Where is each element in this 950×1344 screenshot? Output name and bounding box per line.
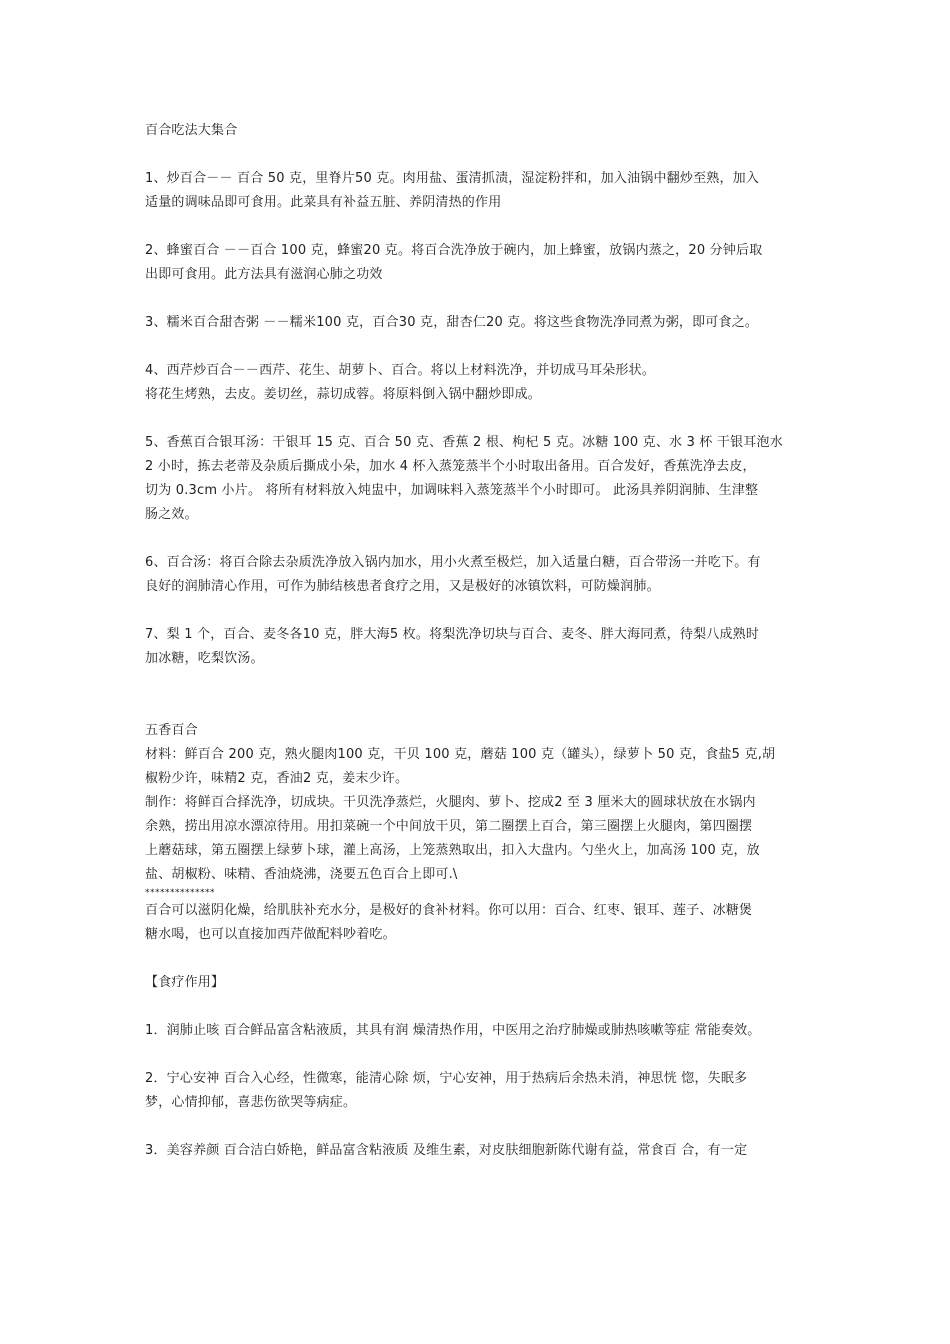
therapy-section	[145, 971, 817, 1163]
document-title: 百合吃法大集合	[145, 123, 238, 138]
section-line: 余熟，捞出用凉水漂凉待用。用扣菜碗一个中间放干贝，第二圈摆上百合，第三圈摆上火腿肉，第四圈摆	[145, 819, 753, 834]
recipe-line: 3、糯米百合甜杏粥 －－糯米100 克，百合30 克，甜杏仁20 克。将这些食物洗净同煮为粥，即可食之。	[145, 315, 759, 330]
therapy-line: 1．润肺止咳 百合鲜品富含粘液质，其具有润 燥清热作用，中医用之治疗肺燥或肺热咳嗽等症 常能奏效。	[145, 1023, 761, 1038]
recipe-line: 切为 0.3cm 小片。 将所有材料放入炖盅中，加调味料入蒸笼蒸半个小时即可。 此汤具养阴润肺、生津整	[145, 483, 759, 498]
recipe-1	[145, 167, 817, 215]
recipe-line: 2、蜂蜜百合 －－百合 100 克，蜂蜜20 克。将百合洗净放于碗内，加上蜂蜜，放锅内蒸之，20 分钟后取	[145, 243, 763, 258]
section-title: 五香百合	[145, 723, 198, 738]
recipe-4	[145, 359, 817, 407]
recipe-6	[145, 551, 817, 599]
separator: **************	[145, 888, 215, 898]
recipe-line: 1、炒百合－－ 百合 50 克，里脊片50 克。肉用盐、蛋清抓渍，湿淀粉拌和，加入油锅中翻炒至熟，加入	[145, 171, 760, 186]
section-line: 椒粉少许，味精2 克，香油2 克，姜末少许。	[145, 771, 409, 786]
recipe-line: 适量的调味品即可食用。此菜具有补益五脏、养阴清热的作用	[145, 195, 502, 210]
section-heading: 【食疗作用】	[145, 975, 225, 990]
wuxiang-section	[145, 719, 817, 947]
recipe-5	[145, 431, 817, 527]
note-line: 百合可以滋阴化燥，给肌肤补充水分，是极好的食补材料。你可以用：百合、红枣、银耳、莲子、冰糖煲	[145, 903, 753, 918]
recipe-line: 5、香蕉百合银耳汤：干银耳 15 克、百合 50 克、香蕉 2 根、枸杞 5 克。冰糖 100 克、水 3 杯 干银耳泡水	[145, 435, 783, 450]
recipe-line: 2 小时，拣去老蒂及杂质后撕成小朵，加水 4 杯入蒸笼蒸半个小时取出备用。百合发好，香蕉洗净去皮，	[145, 459, 756, 474]
therapy-line: 梦，心情抑郁，喜悲伤欲哭等病症。	[145, 1095, 357, 1110]
recipe-line: 出即可食用。此方法具有滋润心肺之功效	[145, 267, 383, 282]
section-line: 上蘑菇球，第五圈摆上绿萝卜球，灌上高汤，上笼蒸熟取出，扣入大盘内。勺坐火上，加高汤 100 克，放	[145, 843, 760, 858]
recipe-line: 将花生烤熟，去皮。姜切丝，蒜切成蓉。将原料倒入锅中翻炒即成。	[145, 387, 542, 402]
recipe-line: 6、百合汤：将百合除去杂质洗净放入锅内加水，用小火煮至极烂，加入适量白糖，百合带汤一并吃下。有	[145, 555, 761, 570]
recipe-line: 4、西芹炒百合－－西芹、花生、胡萝卜、百合。将以上材料洗净，并切成马耳朵形状。	[145, 363, 656, 378]
document-page	[145, 119, 817, 1163]
section-line: 制作：将鲜百合择洗净，切成块。干贝洗净蒸烂，火腿肉、萝卜、挖成2 至 3 厘米大的圆球状放在水锅内	[145, 795, 756, 810]
recipe-line: 加冰糖，吃梨饮汤。	[145, 651, 264, 666]
recipe-line: 7、梨 1 个，百合、麦冬各10 克，胖大海5 枚。将梨洗净切块与百合、麦冬、胖大海同煮，待梨八成熟时	[145, 627, 760, 642]
recipe-7	[145, 623, 817, 671]
therapy-line: 2．宁心安神 百合入心经，性微寒，能清心除 烦，宁心安神，用于热病后余热未消，神思恍 惚，失眠多	[145, 1071, 748, 1086]
recipe-2	[145, 239, 817, 287]
section-line: 盐、胡椒粉、味精、香油烧沸，浇要五色百合上即可.\	[145, 867, 458, 882]
recipe-line: 肠之效。	[145, 507, 198, 522]
recipe-3	[145, 311, 817, 335]
note-line: 糖水喝，也可以直接加西芹做配料吵着吃。	[145, 927, 396, 942]
section-line: 材料：鲜百合 200 克，熟火腿肉100 克，干贝 100 克，蘑菇 100 克（罐头），绿萝卜 50 克，食盐5 克,胡	[145, 747, 776, 762]
therapy-line: 3．美容养颜 百合洁白娇艳，鲜品富含粘液质 及维生素，对皮肤细胞新陈代谢有益，常食百 合，有一定	[145, 1143, 748, 1158]
recipe-line: 良好的润肺清心作用，可作为肺结核患者食疗之用，又是极好的冰镇饮料，可防燥润肺。	[145, 579, 660, 594]
